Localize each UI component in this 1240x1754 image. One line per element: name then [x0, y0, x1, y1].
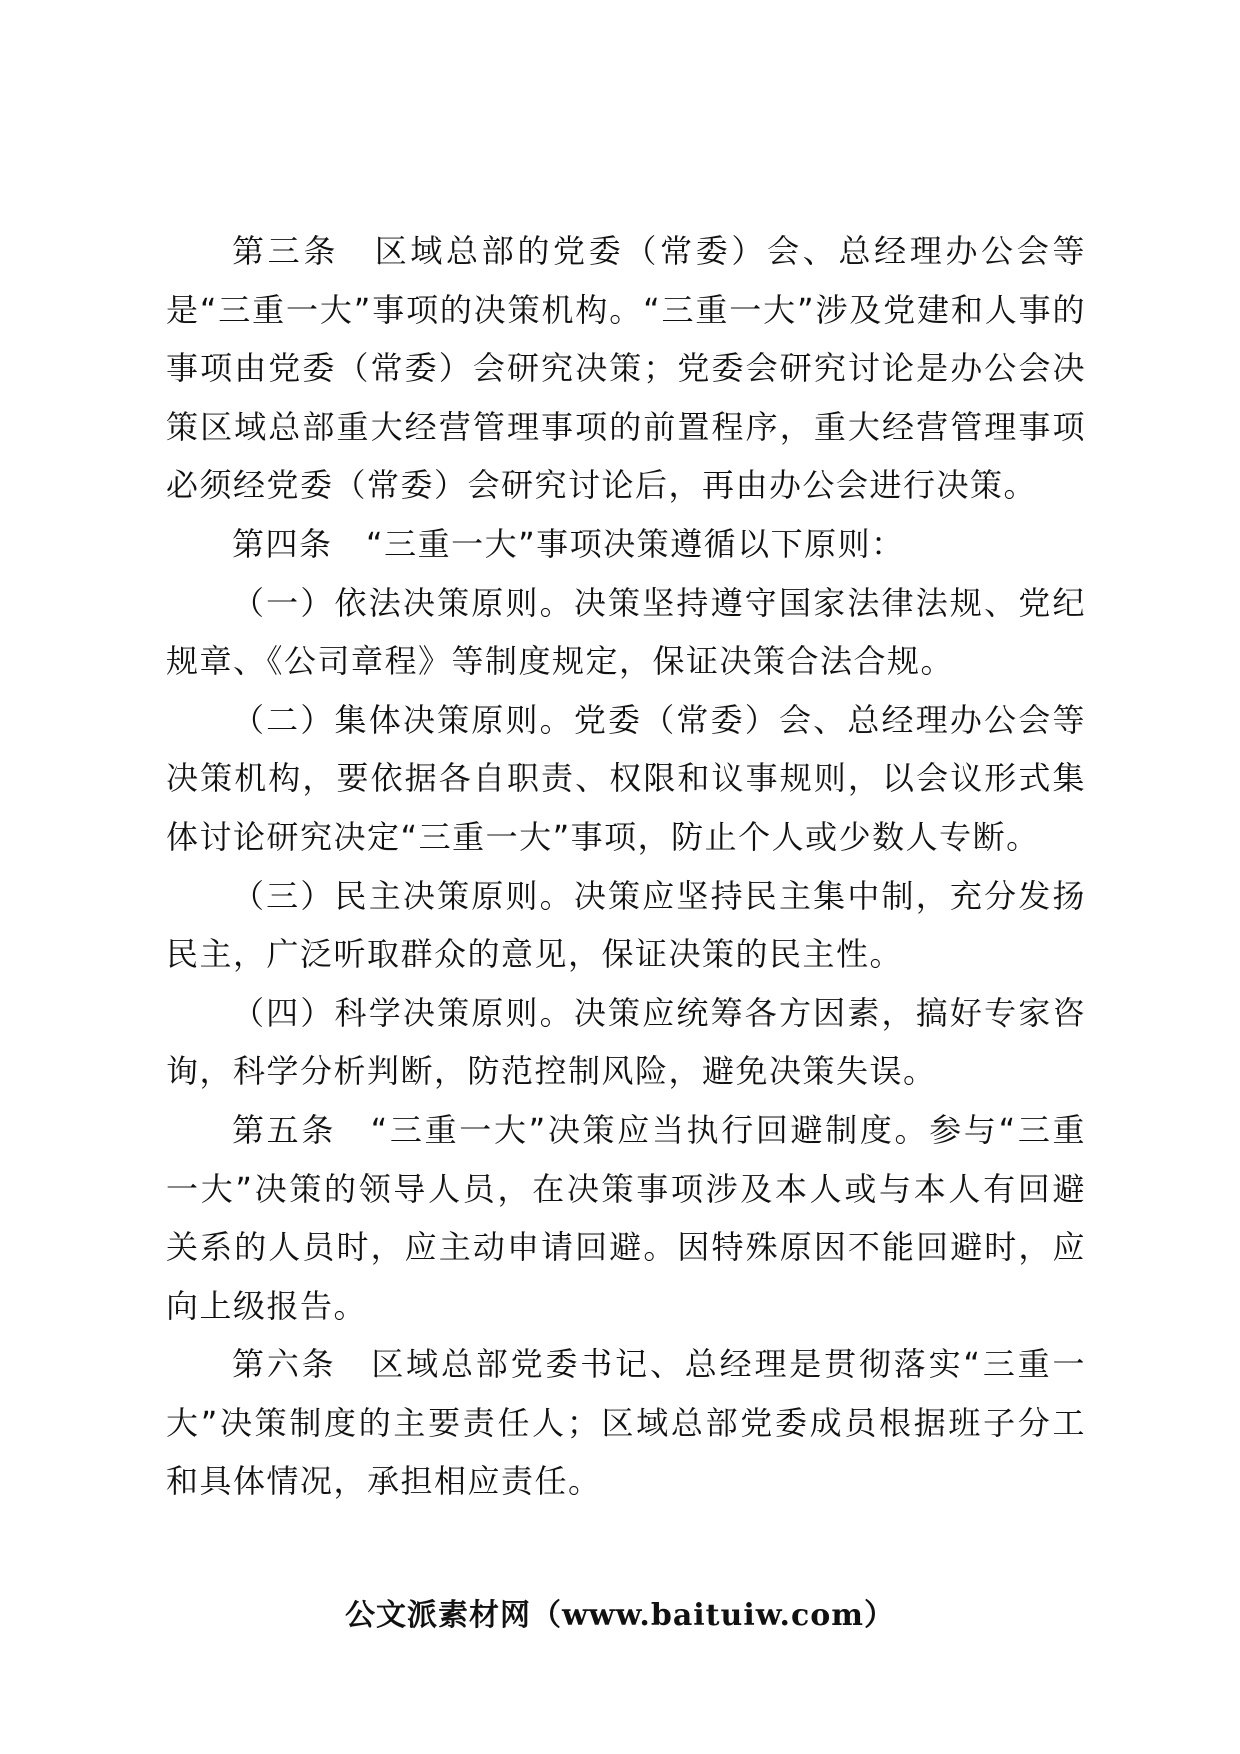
principle-2-paragraph: （二）集体决策原则。党委（常委）会、总经理办公会等决策机构，要依据各自职责、权限和议事规则，以会议形式集体讨论研究决定“三重一大”事项，防止个人或少数人专断。 [166, 700, 1086, 856]
article-5-paragraph: 第五条 “三重一大”决策应当执行回避制度。参与“三重一大”决策的领导人员，在决策事项涉及本人或与本人有回避关系的人员时，应主动申请回避。因特殊原因不能回避时，应向上级报告。 [166, 1110, 1086, 1325]
article-4-paragraph: 第四条 “三重一大”事项决策遵循以下原则： [232, 524, 905, 563]
article-3-paragraph: 第三条 区域总部的党委（常委）会、总经理办公会等是“三重一大”事项的决策机构。“三重一大”涉及党建和人事的事项由党委（常委）会研究决策；党委会研究讨论是办公会决策区域总部重大经营管理事项的前置程序，重大经营管理事项必须经党委（常委）会研究讨论后，再由办公会进行决策。 [166, 232, 1086, 505]
footer-watermark: 公文派素材网（www.baituiw.com） [344, 1598, 896, 1633]
document-body [166, 222, 1086, 1511]
principle-4-paragraph: （四）科学决策原则。决策应统筹各方因素，搞好专家咨询，科学分析判断，防范控制风险，避免决策失误。 [166, 993, 1086, 1091]
principle-1-paragraph: （一）依法决策原则。决策坚持遵守国家法律法规、党纪规章、《公司章程》等制度规定，保证决策合法合规。 [166, 583, 1086, 681]
article-6-paragraph: 第六条 区域总部党委书记、总经理是贯彻落实“三重一大”决策制度的主要责任人；区域总部党委成员根据班子分工和具体情况，承担相应责任。 [166, 1345, 1086, 1501]
principle-3-paragraph: （三）民主决策原则。决策应坚持民主集中制，充分发扬民主，广泛听取群众的意见，保证决策的民主性。 [166, 876, 1086, 974]
